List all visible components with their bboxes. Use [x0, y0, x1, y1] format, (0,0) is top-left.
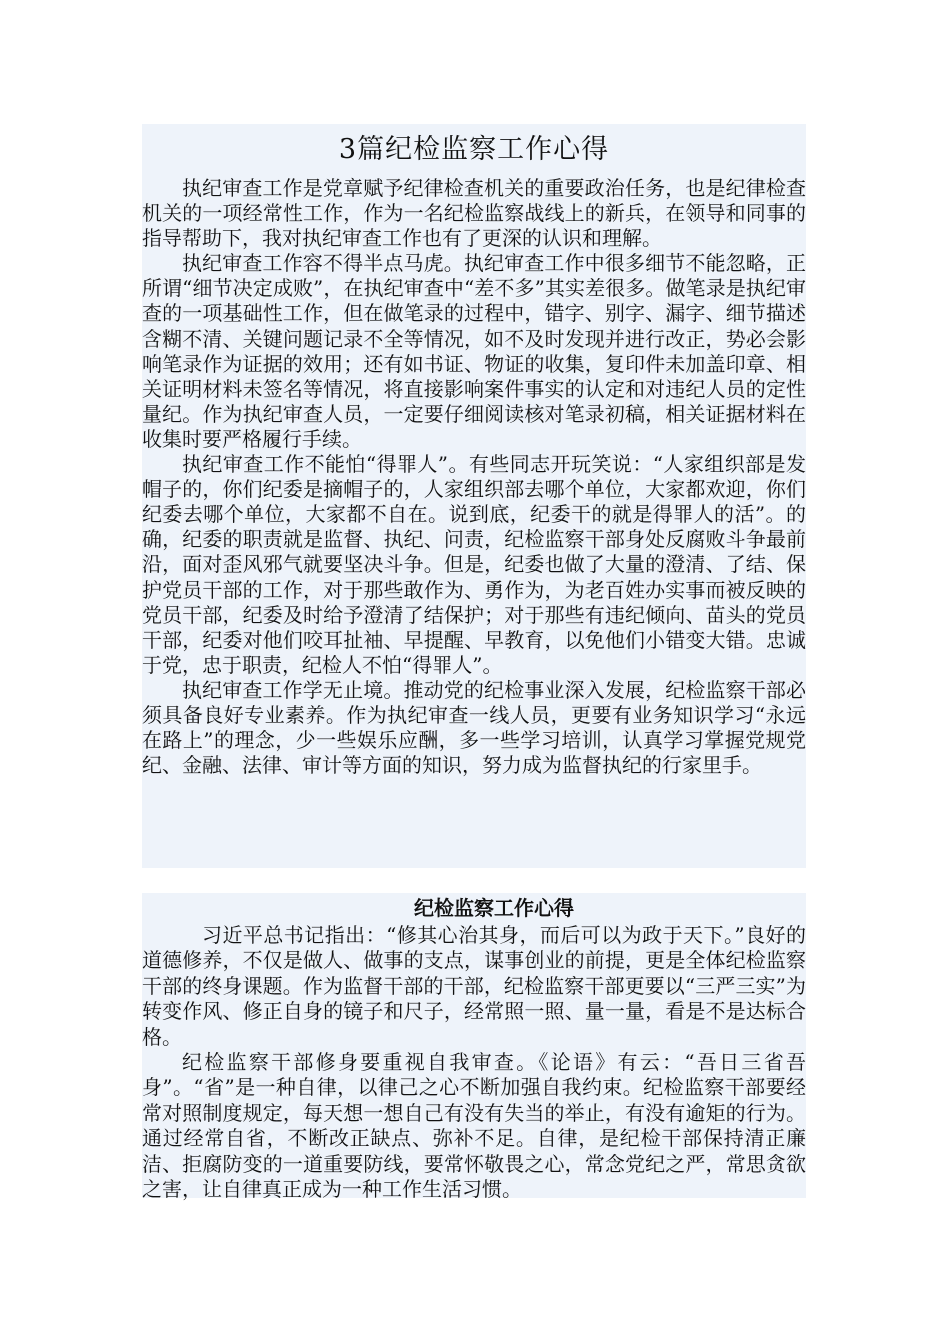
article-2-paragraph-2: 纪检监察干部修身要重视自我审查。《论语》有云：“吾日三省吾身”。“省”是一种自律，以律己之心不断加强自我约束。纪检监察干部要经常对照制度规定，每天想一想自己有没有失当的举止，有没有逾矩的行为。通过经常自省，不断改正缺点、弥补不足。自律，是纪检干部保持清正廉洁、拒腐防变的一道重要防线，要常怀敬畏之心，常念党纪之严，常思贪欲之害，让自律真正成为一种工作生活习惯。: [142, 1050, 806, 1202]
article-1-paragraph-4: 执纪审查工作学无止境。推动党的纪检事业深入发展，纪检监察干部必须具备良好专业素养。作为执纪审查一线人员，更要有业务知识学习“永远在路上”的理念，少一些娱乐应酬，多一些学习培训，认真学习掌握党规党纪、金融、法律、审计等方面的知识，努力成为监督执纪的行家里手。: [142, 677, 806, 778]
article-title-2: 纪检监察工作心得: [414, 896, 574, 920]
article-1-paragraph-1: 执纪审查工作是党章赋予纪律检查机关的重要政治任务，也是纪律检查机关的一项经常性工作，作为一名纪检监察战线上的新兵，在领导和同事的指导帮助下，我对执纪审查工作也有了更深的认识和理解。: [142, 176, 806, 251]
article-2-paragraph-1: 习近平总书记指出：“修其心治其身，而后可以为政于天下。”良好的道德修养，不仅是做人、做事的支点，谋事创业的前提，更是全体纪检监察干部的终身课题。作为监督干部的干部，纪检监察干部更要以“三严三实”为转变作风、修正自身的镜子和尺子，经常照一照、量一量，看是不是达标合格。: [142, 923, 806, 1049]
article-1-paragraph-2: 执纪审查工作容不得半点马虎。执纪审查工作中很多细节不能忽略，正所谓“细节决定成败”，在执纪审查中“差不多”其实差很多。做笔录是执纪审查的一项基础性工作，但在做笔录的过程中，错字、别字、漏字、细节描述含糊不清、关键问题记录不全等情况，如不及时发现并进行改正，势必会影响笔录作为证据的效用；还有如书证、物证的收集，复印件未加盖印章、相关证明材料未签名等情况，将直接影响案件事实的认定和对违纪人员的定性量纪。作为执纪审查人员，一定要仔细阅读核对笔录初稿，相关证据材料在收集时要严格履行手续。: [142, 251, 806, 451]
article-section-1: [142, 124, 806, 868]
article-title-1: 3篇纪检监察工作心得: [338, 134, 610, 165]
article-section-2: [142, 893, 806, 1202]
article-1-paragraph-3: 执纪审查工作不能怕“得罪人”。有些同志开玩笑说：“人家组织部是发帽子的，你们纪委是摘帽子的，人家组织部去哪个单位，大家都欢迎，你们纪委去哪个单位，大家都不自在。说到底，纪委干的就是得罪人的活”。的确，纪委的职责就是监督、执纪、问责，纪检监察干部身处反腐败斗争最前沿，面对歪风邪气就要坚决斗争。但是，纪委也做了大量的澄清、了结、保护党员干部的工作，对于那些敢作为、勇作为，为老百姓办实事而被反映的党员干部，纪委及时给予澄清了结保护；对于那些有违纪倾向、苗头的党员干部，纪委对他们咬耳扯袖、早提醒、早教育，以免他们小错变大错。忠诚于党，忠于职责，纪检人不怕“得罪人”。: [142, 452, 806, 677]
